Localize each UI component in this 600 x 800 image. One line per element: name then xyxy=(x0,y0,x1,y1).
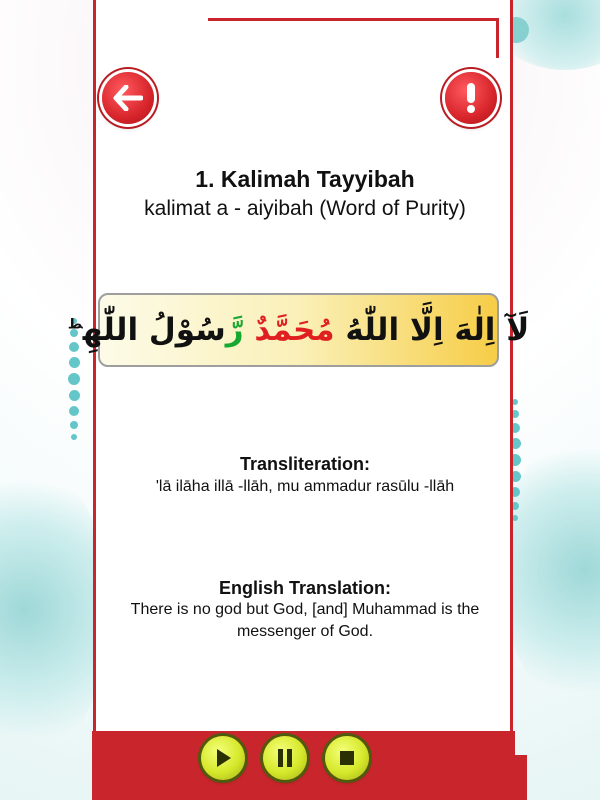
stop-button[interactable] xyxy=(325,736,369,780)
translation-heading: English Translation: xyxy=(218,578,392,598)
exclamation-icon xyxy=(464,82,478,114)
arabic-text-part: سُوْلُ اللّٰهِ xyxy=(82,312,226,348)
card-border-corner xyxy=(496,18,499,58)
transliteration-text: 'lā ilāha illā -llāh, mu ammadur rasūlu -llāh xyxy=(155,478,455,495)
pause-button[interactable] xyxy=(263,736,307,780)
arabic-stop-mark: ط xyxy=(67,316,83,333)
play-icon xyxy=(213,747,233,769)
card-border-top xyxy=(208,18,498,21)
transliteration-heading: Transliteration: xyxy=(239,454,371,474)
info-button[interactable] xyxy=(445,72,497,124)
arabic-text-part: لَآ اِلٰهَ اِلَّا اللّٰهُ xyxy=(334,312,530,348)
page-subtitle: kalimat a - aiyibah (Word of Purity) xyxy=(144,197,466,220)
arabic-text-part-green: رَّ xyxy=(225,312,255,348)
page-title: 1. Kalimah Tayyibah xyxy=(195,166,415,192)
arabic-text-part-highlight: مُحَمَّدٌ xyxy=(254,312,335,348)
arabic-text-box xyxy=(67,293,530,367)
content-card xyxy=(93,0,513,778)
arrow-left-icon xyxy=(113,85,143,111)
back-button[interactable] xyxy=(102,72,154,124)
translation-text: There is no god but God, [and] Muhammad is the messenger of God. xyxy=(130,601,480,640)
arabic-text xyxy=(68,312,530,348)
stop-icon xyxy=(337,748,357,768)
footer-corner xyxy=(505,755,527,800)
pause-icon xyxy=(275,747,295,769)
play-button[interactable] xyxy=(201,736,245,780)
